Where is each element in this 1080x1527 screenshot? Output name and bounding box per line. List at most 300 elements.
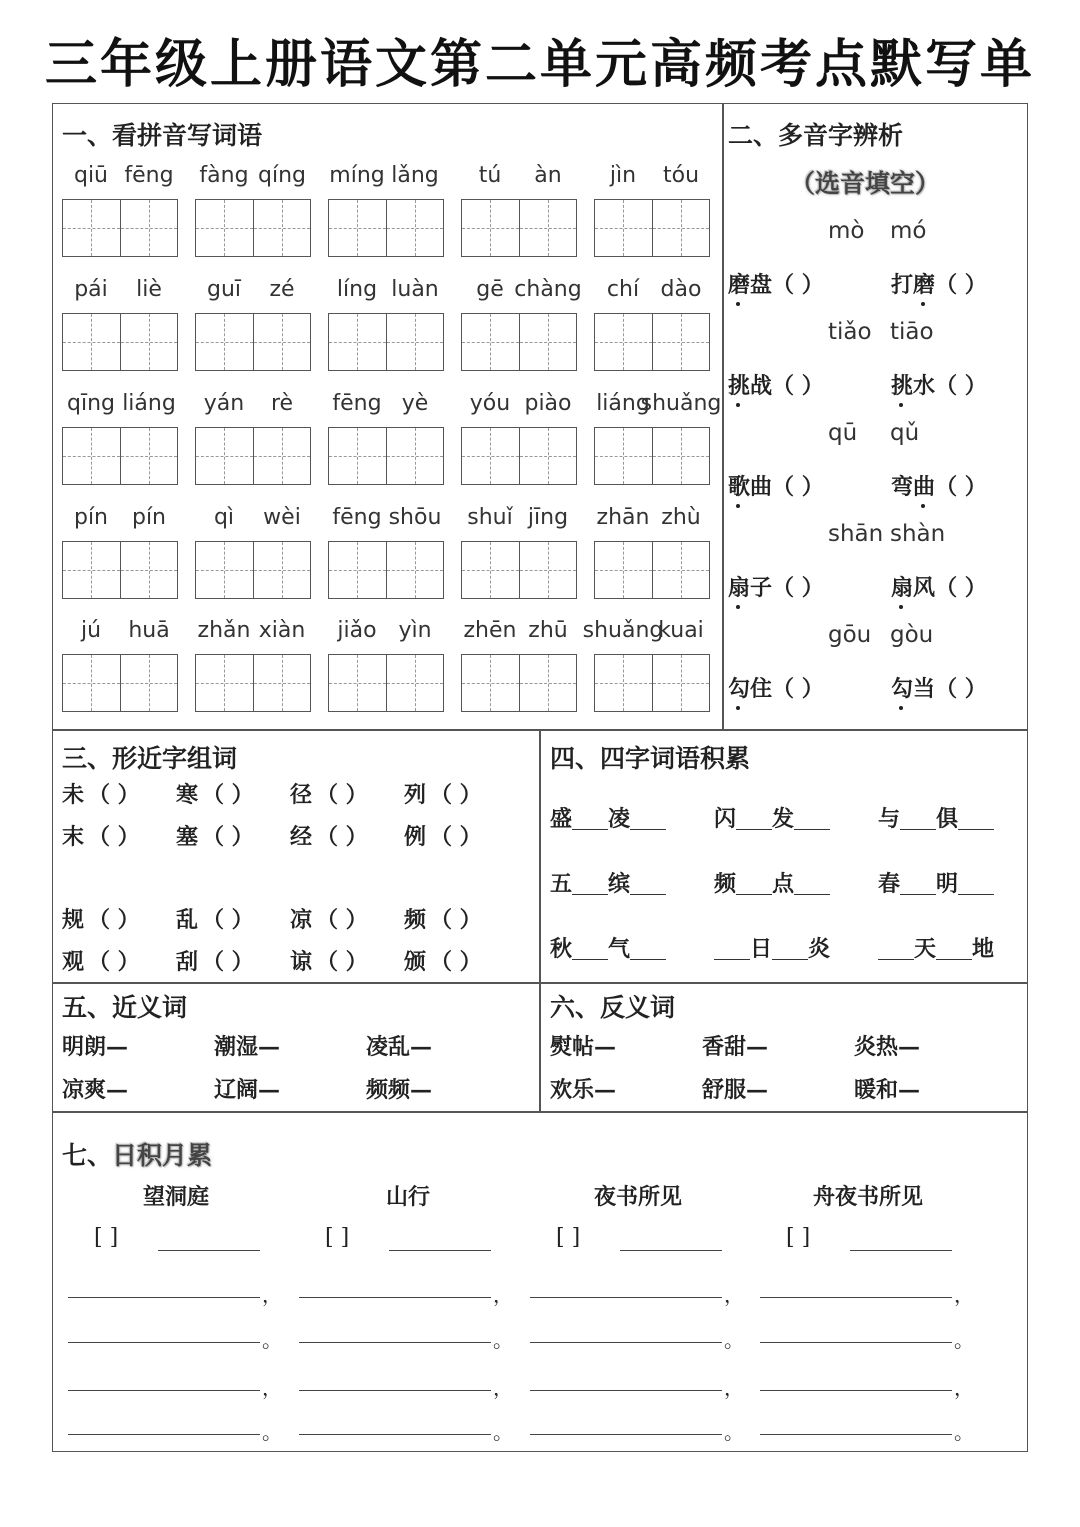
pinyin-syllable: yán bbox=[203, 391, 245, 416]
poem-line[interactable] bbox=[299, 1434, 491, 1435]
answer-blank[interactable]: （ ） bbox=[316, 907, 368, 933]
idiom-char: 盛 bbox=[550, 806, 573, 832]
target-char: 勾 bbox=[728, 676, 751, 702]
grid-cell[interactable] bbox=[595, 655, 652, 711]
antonym-item: 熨帖— bbox=[550, 1034, 617, 1060]
answer-blank[interactable]: （ ） bbox=[430, 949, 482, 975]
idiom-blank[interactable] bbox=[736, 828, 772, 830]
idiom-char: 地 bbox=[972, 936, 995, 962]
pinyin-syllable: shuǎng bbox=[582, 618, 664, 643]
idiom-item bbox=[878, 802, 994, 833]
poem-line[interactable] bbox=[68, 1390, 260, 1391]
writing-grid[interactable] bbox=[195, 654, 311, 712]
pinyin-syllable: fēng bbox=[332, 391, 382, 416]
grid-cell[interactable] bbox=[519, 655, 577, 711]
poem-line[interactable] bbox=[530, 1390, 722, 1391]
idiom-blank[interactable] bbox=[572, 828, 608, 830]
grid-cell[interactable] bbox=[462, 542, 519, 598]
polyphone-pinyin-b: qǔ bbox=[890, 420, 920, 446]
synonym-item: 凌乱— bbox=[366, 1034, 433, 1060]
answer-blank[interactable]: （ ） bbox=[88, 907, 140, 933]
writing-grid[interactable] bbox=[62, 541, 178, 599]
grid-cell[interactable] bbox=[386, 314, 444, 370]
answer-blank[interactable]: （ ） bbox=[88, 949, 140, 975]
idiom-char: 缤 bbox=[608, 871, 631, 897]
polyphone-row bbox=[728, 672, 987, 703]
pinyin-syllable: fēng bbox=[124, 163, 174, 188]
poem-line[interactable] bbox=[68, 1297, 260, 1298]
answer-blank[interactable]: （ ） bbox=[202, 824, 254, 850]
pinyin-syllable: liáng bbox=[596, 391, 650, 416]
grid-cell[interactable] bbox=[462, 200, 519, 256]
grid-cell[interactable] bbox=[329, 428, 386, 484]
pinyin-syllable: yóu bbox=[469, 391, 511, 416]
similar-char: 频 bbox=[404, 907, 427, 933]
answer-blank[interactable]: （ ） bbox=[88, 824, 140, 850]
grid-cell[interactable] bbox=[652, 428, 710, 484]
grid-cell[interactable] bbox=[120, 200, 178, 256]
target-char: 挑 bbox=[891, 373, 914, 399]
writing-grid[interactable] bbox=[594, 654, 710, 712]
grid-cell[interactable] bbox=[329, 655, 386, 711]
similar-char: 寒 bbox=[176, 782, 199, 808]
pinyin-syllable: zhū bbox=[528, 618, 568, 643]
author-line[interactable] bbox=[158, 1250, 260, 1251]
pinyin-syllable: jīng bbox=[527, 505, 569, 530]
punctuation: 。 bbox=[262, 1328, 282, 1352]
pinyin-syllable: dào bbox=[660, 277, 702, 302]
idiom-blank[interactable] bbox=[772, 958, 808, 960]
poem-line[interactable] bbox=[530, 1297, 722, 1298]
pinyin-syllable: liáng bbox=[122, 391, 176, 416]
grid-cell[interactable] bbox=[120, 314, 178, 370]
punctuation: ， bbox=[724, 1376, 744, 1400]
answer-blank[interactable]: （ ） bbox=[88, 782, 140, 808]
poem-line[interactable] bbox=[299, 1390, 491, 1391]
grid-cell[interactable] bbox=[196, 314, 253, 370]
idiom-item bbox=[714, 867, 830, 898]
idiom-item bbox=[714, 802, 830, 833]
answer-blank[interactable]: （ ） bbox=[935, 575, 987, 601]
grid-cell[interactable] bbox=[462, 428, 519, 484]
polyphone-pinyin-b: tiāo bbox=[890, 319, 934, 345]
writing-grid[interactable] bbox=[195, 427, 311, 485]
polyphone-pinyin-a: qū bbox=[828, 420, 858, 446]
writing-grid[interactable] bbox=[62, 427, 178, 485]
word-rest: 子 bbox=[750, 575, 773, 601]
idiom-blank[interactable] bbox=[630, 828, 666, 830]
idiom-item bbox=[714, 932, 830, 963]
word-rest: 盘 bbox=[750, 272, 773, 298]
synonym-item: 辽阔— bbox=[214, 1077, 281, 1103]
idiom-item bbox=[550, 932, 666, 963]
idiom-char: 日 bbox=[750, 936, 773, 962]
idiom-char: 气 bbox=[608, 936, 631, 962]
word-char: 水 bbox=[913, 373, 936, 399]
similar-char: 塞 bbox=[176, 824, 199, 850]
poem-line[interactable] bbox=[760, 1297, 952, 1298]
pinyin-syllable: tóu bbox=[662, 163, 700, 188]
answer-blank[interactable]: （ ） bbox=[935, 272, 987, 298]
divider bbox=[52, 982, 1028, 984]
grid-cell[interactable] bbox=[652, 655, 710, 711]
pinyin-syllable: rè bbox=[270, 391, 294, 416]
antonym-item: 欢乐— bbox=[550, 1077, 617, 1103]
writing-grid[interactable] bbox=[62, 313, 178, 371]
antonym-item: 炎热— bbox=[854, 1034, 921, 1060]
word-rest: 曲 bbox=[750, 474, 773, 500]
word-char: 当 bbox=[913, 676, 936, 702]
pinyin-syllable: shuǐ bbox=[467, 505, 513, 530]
punctuation: 。 bbox=[724, 1420, 744, 1444]
word-char: 打 bbox=[891, 272, 914, 298]
polyphone-pinyin-a: shān bbox=[828, 521, 884, 547]
pinyin-syllable: huā bbox=[128, 618, 170, 643]
idiom-char: 春 bbox=[878, 871, 901, 897]
answer-blank[interactable]: （ ） bbox=[316, 824, 368, 850]
answer-blank[interactable]: （ ） bbox=[772, 373, 824, 399]
answer-blank[interactable]: （ ） bbox=[935, 474, 987, 500]
grid-cell[interactable] bbox=[253, 655, 311, 711]
poem-line[interactable] bbox=[299, 1297, 491, 1298]
idiom-char: 发 bbox=[772, 806, 795, 832]
pinyin-syllable: jú bbox=[80, 618, 102, 643]
answer-blank[interactable]: （ ） bbox=[935, 676, 987, 702]
idiom-blank[interactable] bbox=[736, 893, 772, 895]
idiom-char: 五 bbox=[550, 871, 573, 897]
idiom-blank[interactable] bbox=[958, 893, 994, 895]
grid-cell[interactable] bbox=[386, 542, 444, 598]
synonym-item: 凉爽— bbox=[62, 1077, 129, 1103]
pinyin-syllable: liè bbox=[136, 277, 162, 302]
idiom-char: 频 bbox=[714, 871, 737, 897]
grid-cell[interactable] bbox=[595, 428, 652, 484]
poem-line[interactable] bbox=[530, 1342, 722, 1343]
grid-cell[interactable] bbox=[652, 200, 710, 256]
writing-grid[interactable] bbox=[195, 199, 311, 257]
idiom-blank[interactable] bbox=[936, 958, 972, 960]
poem-title: 望洞庭 bbox=[142, 1184, 210, 1210]
pinyin-syllable: shuǎng bbox=[640, 391, 722, 416]
author-line[interactable] bbox=[620, 1250, 722, 1251]
pinyin-syllable: guī bbox=[206, 277, 242, 302]
grid-cell[interactable] bbox=[253, 314, 311, 370]
pinyin-syllable: chí bbox=[606, 277, 640, 302]
pinyin-syllable: zhān bbox=[596, 505, 650, 530]
idiom-char: 闪 bbox=[714, 806, 737, 832]
punctuation: ， bbox=[954, 1283, 974, 1307]
answer-blank[interactable]: （ ） bbox=[772, 575, 824, 601]
pinyin-syllable: xiàn bbox=[258, 618, 306, 643]
writing-grid[interactable] bbox=[594, 199, 710, 257]
grid-cell[interactable] bbox=[329, 542, 386, 598]
grid-cell[interactable] bbox=[329, 314, 386, 370]
idiom-char: 秋 bbox=[550, 936, 573, 962]
idiom-blank[interactable] bbox=[572, 893, 608, 895]
grid-cell[interactable] bbox=[595, 542, 652, 598]
grid-cell[interactable] bbox=[63, 314, 120, 370]
polyphone-row bbox=[728, 571, 987, 602]
pinyin-syllable: lǎng bbox=[391, 163, 439, 188]
answer-blank[interactable]: （ ） bbox=[316, 782, 368, 808]
pinyin-syllable: líng bbox=[336, 277, 378, 302]
poem-line[interactable] bbox=[68, 1342, 260, 1343]
polyphone-pinyin-b: shàn bbox=[890, 521, 946, 547]
grid-cell[interactable] bbox=[63, 542, 120, 598]
poem-line[interactable] bbox=[760, 1342, 952, 1343]
polyphone-word bbox=[728, 272, 772, 298]
polyphone-pinyin-a: mò bbox=[828, 218, 865, 244]
grid-cell[interactable] bbox=[386, 655, 444, 711]
section-title-polyphone: 二、多音字辨析 bbox=[728, 121, 904, 150]
writing-grid[interactable] bbox=[461, 427, 577, 485]
similar-char: 未 bbox=[62, 782, 85, 808]
grid-cell[interactable] bbox=[120, 655, 178, 711]
answer-blank[interactable]: （ ） bbox=[935, 373, 987, 399]
answer-blank[interactable]: （ ） bbox=[202, 949, 254, 975]
pinyin-syllable: tú bbox=[478, 163, 502, 188]
pinyin-syllable: luàn bbox=[391, 277, 439, 302]
writing-grid[interactable] bbox=[594, 541, 710, 599]
punctuation: 。 bbox=[954, 1328, 974, 1352]
grid-cell[interactable] bbox=[519, 542, 577, 598]
similar-char: 乱 bbox=[176, 907, 199, 933]
poem-line[interactable] bbox=[760, 1434, 952, 1435]
target-char: 勾 bbox=[891, 676, 914, 702]
answer-blank[interactable]: （ ） bbox=[772, 676, 824, 702]
pinyin-syllable: qì bbox=[213, 505, 235, 530]
pinyin-syllable: jìn bbox=[609, 163, 637, 188]
idiom-item bbox=[878, 867, 994, 898]
grid-cell[interactable] bbox=[196, 428, 253, 484]
idiom-char: 点 bbox=[772, 871, 795, 897]
writing-grid[interactable] bbox=[461, 654, 577, 712]
idiom-blank[interactable] bbox=[794, 828, 830, 830]
polyphone-pinyin-b: gòu bbox=[890, 622, 934, 648]
grid-cell[interactable] bbox=[63, 428, 120, 484]
grid-cell[interactable] bbox=[120, 428, 178, 484]
answer-blank[interactable]: （ ） bbox=[772, 272, 824, 298]
polyphone-word bbox=[891, 272, 935, 298]
answer-blank[interactable]: （ ） bbox=[202, 907, 254, 933]
grid-cell[interactable] bbox=[196, 655, 253, 711]
writing-grid[interactable] bbox=[195, 313, 311, 371]
pinyin-syllable: pái bbox=[74, 277, 108, 302]
pinyin-syllable: qíng bbox=[258, 163, 306, 188]
idiom-char: 明 bbox=[936, 871, 959, 897]
answer-blank[interactable]: （ ） bbox=[316, 949, 368, 975]
writing-grid[interactable] bbox=[328, 541, 444, 599]
writing-grid[interactable] bbox=[461, 313, 577, 371]
pinyin-syllable: jiǎo bbox=[337, 618, 377, 643]
grid-cell[interactable] bbox=[253, 542, 311, 598]
pinyin-syllable: zé bbox=[269, 277, 295, 302]
section-title-similar-chars: 三、形近字组词 bbox=[62, 744, 238, 773]
idiom-blank[interactable] bbox=[878, 958, 914, 960]
idiom-item bbox=[550, 867, 666, 898]
author-bracket[interactable]: [ ] bbox=[94, 1225, 119, 1250]
pinyin-syllable: gē bbox=[476, 277, 504, 302]
polyphone-pinyin-a: gōu bbox=[828, 622, 872, 648]
idiom-blank[interactable] bbox=[572, 958, 608, 960]
grid-cell[interactable] bbox=[462, 314, 519, 370]
similar-char: 径 bbox=[290, 782, 313, 808]
poem-line[interactable] bbox=[68, 1434, 260, 1435]
idiom-blank[interactable] bbox=[714, 958, 750, 960]
grid-cell[interactable] bbox=[652, 542, 710, 598]
writing-grid[interactable] bbox=[594, 313, 710, 371]
polyphone-pinyin-a: tiǎo bbox=[828, 319, 872, 345]
answer-blank[interactable]: （ ） bbox=[430, 782, 482, 808]
idiom-blank[interactable] bbox=[900, 828, 936, 830]
idiom-char: 凌 bbox=[608, 806, 631, 832]
pinyin-syllable: zhù bbox=[661, 505, 701, 530]
polyphone-word bbox=[728, 676, 772, 702]
section-title-idioms: 四、四字词语积累 bbox=[550, 744, 751, 773]
synonym-item: 明朗— bbox=[62, 1034, 129, 1060]
polyphone-word bbox=[891, 373, 935, 399]
grid-cell[interactable] bbox=[386, 200, 444, 256]
writing-grid[interactable] bbox=[328, 654, 444, 712]
idiom-char: 天 bbox=[914, 936, 937, 962]
idiom-item bbox=[550, 802, 666, 833]
pinyin-syllable: zhǎn bbox=[197, 618, 251, 643]
idiom-blank[interactable] bbox=[794, 893, 830, 895]
pinyin-syllable: piào bbox=[524, 391, 572, 416]
writing-grid[interactable] bbox=[195, 541, 311, 599]
grid-cell[interactable] bbox=[386, 428, 444, 484]
answer-blank[interactable]: （ ） bbox=[202, 782, 254, 808]
target-char: 挑 bbox=[728, 373, 751, 399]
section-title-synonyms: 五、近义词 bbox=[62, 993, 188, 1022]
writing-grid[interactable] bbox=[328, 313, 444, 371]
polyphone-word bbox=[728, 373, 772, 399]
target-char: 扇 bbox=[891, 575, 914, 601]
author-line[interactable] bbox=[389, 1250, 491, 1251]
punctuation: 。 bbox=[493, 1420, 513, 1444]
writing-grid[interactable] bbox=[461, 541, 577, 599]
similar-char: 规 bbox=[62, 907, 85, 933]
grid-cell[interactable] bbox=[329, 200, 386, 256]
polyphone-row bbox=[728, 268, 987, 299]
author-bracket[interactable]: [ ] bbox=[786, 1225, 811, 1250]
punctuation: 。 bbox=[493, 1328, 513, 1352]
idiom-blank[interactable] bbox=[630, 958, 666, 960]
punctuation: 。 bbox=[262, 1420, 282, 1444]
pinyin-syllable: yìn bbox=[398, 618, 432, 643]
grid-cell[interactable] bbox=[120, 542, 178, 598]
punctuation: ， bbox=[262, 1283, 282, 1307]
author-line[interactable] bbox=[850, 1250, 952, 1251]
similar-char: 末 bbox=[62, 824, 85, 850]
writing-grid[interactable] bbox=[461, 199, 577, 257]
section-subtitle: （选音填空） bbox=[790, 169, 941, 198]
poem-title: 山行 bbox=[385, 1184, 431, 1210]
polyphone-pinyin-b: mó bbox=[890, 218, 927, 244]
grid-cell[interactable] bbox=[519, 200, 577, 256]
pinyin-syllable: kuai bbox=[658, 618, 704, 643]
target-char: 歌 bbox=[728, 474, 751, 500]
polyphone-row bbox=[728, 369, 987, 400]
antonym-item: 香甜— bbox=[702, 1034, 769, 1060]
punctuation: ， bbox=[262, 1376, 282, 1400]
grid-cell[interactable] bbox=[196, 200, 253, 256]
section-title-antonyms: 六、反义词 bbox=[550, 993, 676, 1022]
grid-cell[interactable] bbox=[63, 655, 120, 711]
synonym-item: 潮湿— bbox=[214, 1034, 281, 1060]
polyphone-word bbox=[728, 474, 772, 500]
similar-char: 观 bbox=[62, 949, 85, 975]
idiom-blank[interactable] bbox=[630, 893, 666, 895]
pinyin-syllable: wèi bbox=[263, 505, 301, 530]
idiom-blank[interactable] bbox=[958, 828, 994, 830]
author-bracket[interactable]: [ ] bbox=[325, 1225, 350, 1250]
punctuation: ， bbox=[724, 1283, 744, 1307]
grid-cell[interactable] bbox=[196, 542, 253, 598]
poem-line[interactable] bbox=[299, 1342, 491, 1343]
similar-char: 刮 bbox=[176, 949, 199, 975]
writing-grid[interactable] bbox=[62, 654, 178, 712]
writing-grid[interactable] bbox=[62, 199, 178, 257]
writing-grid[interactable] bbox=[328, 199, 444, 257]
similar-char: 列 bbox=[404, 782, 427, 808]
polyphone-word bbox=[891, 676, 935, 702]
word-char: 弯 bbox=[891, 474, 914, 500]
grid-cell[interactable] bbox=[253, 428, 311, 484]
idiom-char: 与 bbox=[878, 806, 901, 832]
word-rest: 住 bbox=[750, 676, 773, 702]
answer-blank[interactable]: （ ） bbox=[430, 907, 482, 933]
similar-char: 凉 bbox=[290, 907, 313, 933]
pinyin-syllable: zhēn bbox=[463, 618, 517, 643]
target-char: 磨 bbox=[913, 272, 936, 298]
idiom-blank[interactable] bbox=[900, 893, 936, 895]
pinyin-syllable: pín bbox=[131, 505, 167, 530]
similar-char: 谅 bbox=[290, 949, 313, 975]
poem-line[interactable] bbox=[530, 1434, 722, 1435]
word-rest: 战 bbox=[750, 373, 773, 399]
target-char: 磨 bbox=[728, 272, 751, 298]
answer-blank[interactable]: （ ） bbox=[772, 474, 824, 500]
grid-cell[interactable] bbox=[462, 655, 519, 711]
pinyin-syllable: qiū bbox=[73, 163, 109, 188]
page-title: 三年级上册语文第二单元高频考点默写单 bbox=[44, 34, 1035, 95]
grid-cell[interactable] bbox=[253, 200, 311, 256]
author-bracket[interactable]: [ ] bbox=[556, 1225, 581, 1250]
grid-cell[interactable] bbox=[63, 200, 120, 256]
idiom-char: 俱 bbox=[936, 806, 959, 832]
grid-cell[interactable] bbox=[652, 314, 710, 370]
writing-grid[interactable] bbox=[328, 427, 444, 485]
target-char: 曲 bbox=[913, 474, 936, 500]
similar-char: 经 bbox=[290, 824, 313, 850]
grid-cell[interactable] bbox=[595, 200, 652, 256]
grid-cell[interactable] bbox=[519, 314, 577, 370]
grid-cell[interactable] bbox=[595, 314, 652, 370]
grid-cell[interactable] bbox=[519, 428, 577, 484]
antonym-item: 舒服— bbox=[702, 1077, 769, 1103]
punctuation: ， bbox=[493, 1376, 513, 1400]
word-char: 风 bbox=[913, 575, 936, 601]
pinyin-syllable: pín bbox=[73, 505, 109, 530]
polyphone-word bbox=[891, 474, 935, 500]
divider bbox=[722, 103, 724, 730]
pinyin-syllable: fēng bbox=[332, 505, 382, 530]
poem-line[interactable] bbox=[760, 1390, 952, 1391]
pinyin-syllable: yè bbox=[401, 391, 429, 416]
writing-grid[interactable] bbox=[594, 427, 710, 485]
answer-blank[interactable]: （ ） bbox=[430, 824, 482, 850]
